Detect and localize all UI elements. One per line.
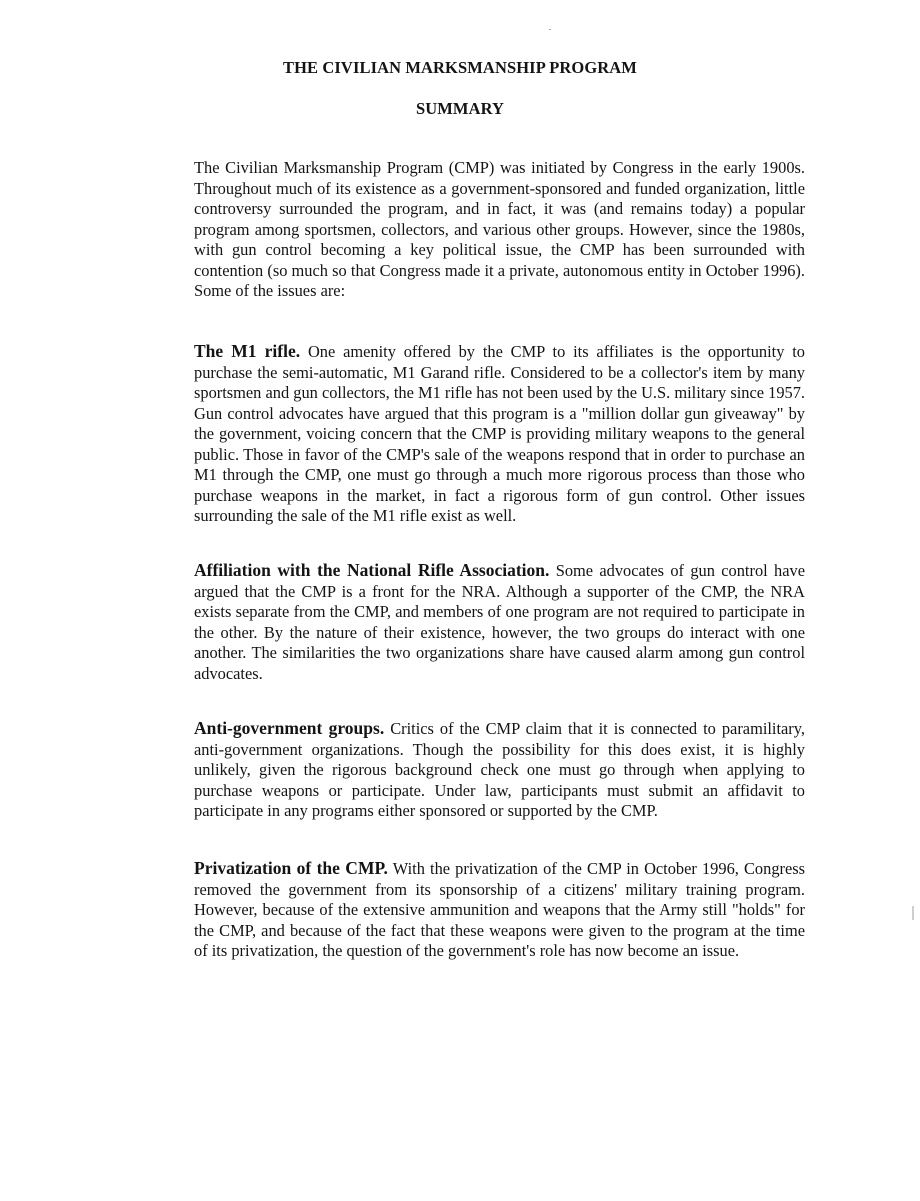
section-heading: Affiliation with the National Rifle Association. bbox=[194, 560, 550, 580]
section-heading: Privatization of the CMP. bbox=[194, 858, 388, 878]
section-privatization bbox=[158, 858, 805, 962]
scan-speck bbox=[549, 29, 551, 30]
section-heading: The M1 rifle. bbox=[194, 341, 301, 361]
section-anti-government bbox=[158, 718, 805, 822]
section-m1-rifle bbox=[158, 341, 805, 527]
section-body: Some advocates of gun control have argued that the CMP is a front for the NRA. Although a supporter of the CMP, the NRA exists separate from the CMP, and members of one program are not required to participate in the other. By the nature of their existence, however, the two groups do interact with one another. The similarities the two organizations share have caused alarm among gun control advocates. bbox=[194, 561, 805, 683]
section-body: Critics of the CMP claim that it is connected to paramilitary, anti-government organizations. Though the possibility for this does exist, it is highly unlikely, given the rigorous background check one must go through when applying to purchase weapons or participate. Under law, participants must submit an affidavit to participate in any programs either sponsored or supported by the CMP. bbox=[194, 719, 805, 820]
section-nra-affiliation bbox=[158, 560, 805, 684]
section-body: One amenity offered by the CMP to its affiliates is the opportunity to purchase the semi-automatic, M1 Garand rifle. Considered to be a collector's item by many sportsmen and gun collectors, the M1 rifle has not been used by the U.S. military since 1957. Gun control advocates have argued that this program is a "million dollar gun giveaway" by the government, voicing concern that the CMP is providing military weapons to the general public. Those in favor of the CMP's sale of the weapons respond that in order to purchase an M1 through the CMP, one must go through a much more rigorous process than those who purchase weapons in the market, in fact a rigorous form of gun control. Other issues surrounding the sale of the M1 rifle exist as well. bbox=[194, 342, 805, 525]
document-title: THE CIVILIAN MARKSMANSHIP PROGRAM bbox=[283, 58, 637, 77]
section-heading: Anti-government groups. bbox=[194, 718, 385, 738]
scan-edge-mark bbox=[912, 906, 914, 920]
section-body: With the privatization of the CMP in October 1996, Congress removed the government from its sponsorship of a citizens' military training program. However, because of the extensive ammunition and weapons that the Army still "holds" for the CMP, and because of the fact that these weapons were given to the program at the time of its privatization, the question of the government's role has now become an issue. bbox=[194, 859, 806, 960]
document-subtitle: SUMMARY bbox=[415, 99, 505, 118]
intro-paragraph: The Civilian Marksmanship Program (CMP) was initiated by Congress in the early 1900s. Throughout much of its existence as a government-sponsored and funded organization, little controversy surrounded the program, and in fact, it was (and remains today) a popular program among sportsmen, collectors, and various other groups. However, since the 1980s, with gun control becoming a key political issue, the CMP has been surrounded with contention (so much so that Congress made it a private, autonomous entity in October 1996). Some of the issues are: bbox=[194, 158, 805, 300]
